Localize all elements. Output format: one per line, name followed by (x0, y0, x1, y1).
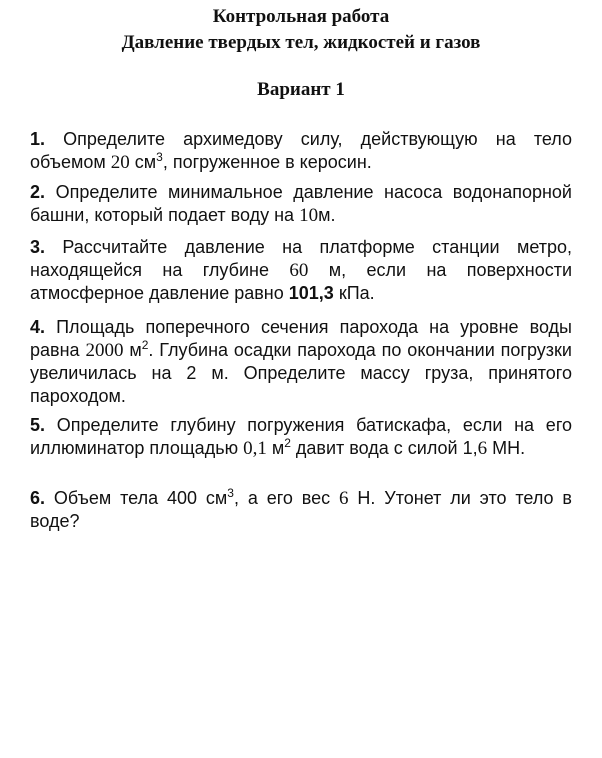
task-number: 1. (30, 129, 46, 149)
task-value: 0,1 (243, 438, 267, 459)
task-text: . Глубина осадки парохода по окончании погрузки увеличилась на 2 м. Определите массу груза, принятого пароходом. (30, 340, 572, 406)
task-value: 10 (299, 205, 319, 226)
task-value: 60 (289, 260, 309, 281)
task-text: м, если на поверхности атмосферное давление равно (30, 260, 572, 303)
task-exponent: 2 (284, 436, 291, 450)
task-text: Определите глубину погружения батискафа, если на его иллюминатор площадью (30, 415, 572, 458)
task-number: 3. (30, 237, 46, 257)
task-number: 6. (30, 488, 46, 508)
task-4 (30, 316, 572, 408)
task-unit: см (129, 152, 157, 172)
task-value: 6 (339, 488, 349, 509)
task-text: Н. Утонет ли это тело в воде? (30, 488, 572, 531)
task-text: давит вода с силой 1, (290, 438, 478, 458)
task-unit: м (123, 340, 142, 360)
task-text: Площадь поперечного сечения парохода на уровне воды равна (30, 317, 572, 360)
task-1 (30, 128, 572, 174)
task-number: 2. (30, 182, 46, 202)
task-number: 4. (30, 317, 46, 337)
task-exponent: 3 (227, 486, 234, 500)
task-exponent: 3 (156, 150, 163, 164)
task-6 (30, 487, 572, 533)
task-value: 6 (477, 438, 488, 459)
task-text: кПа. (333, 283, 375, 303)
task-value: 20 (110, 152, 130, 173)
task-text: Рассчитайте давление на платформе станции метро, находящейся на глубине (30, 237, 572, 280)
document-title: Контрольная работа (212, 6, 390, 27)
task-text: м. (318, 205, 336, 225)
task-text: МН. (487, 438, 526, 458)
task-text: Определите минимальное давление насоса водонапорной башни, который подает воду на (30, 182, 572, 225)
task-5 (30, 414, 572, 460)
task-value-bold: 101,3 (288, 283, 334, 303)
task-exponent: 2 (141, 338, 149, 352)
task-3 (30, 236, 572, 305)
task-2 (30, 181, 572, 227)
task-unit: м (266, 438, 285, 458)
task-text: , погруженное в керосин. (162, 152, 372, 172)
variant-heading: Вариант 1 (257, 79, 345, 100)
document-subtitle: Давление твердых тел, жидкостей и газов (121, 32, 481, 53)
task-value: 2000 (85, 340, 124, 361)
task-text: Определите архимедову силу, действующую на тело объемом (30, 129, 572, 172)
task-text: Объем тела 400 см (45, 488, 228, 508)
task-text: , а его вес (233, 488, 340, 508)
task-number: 5. (30, 415, 46, 435)
